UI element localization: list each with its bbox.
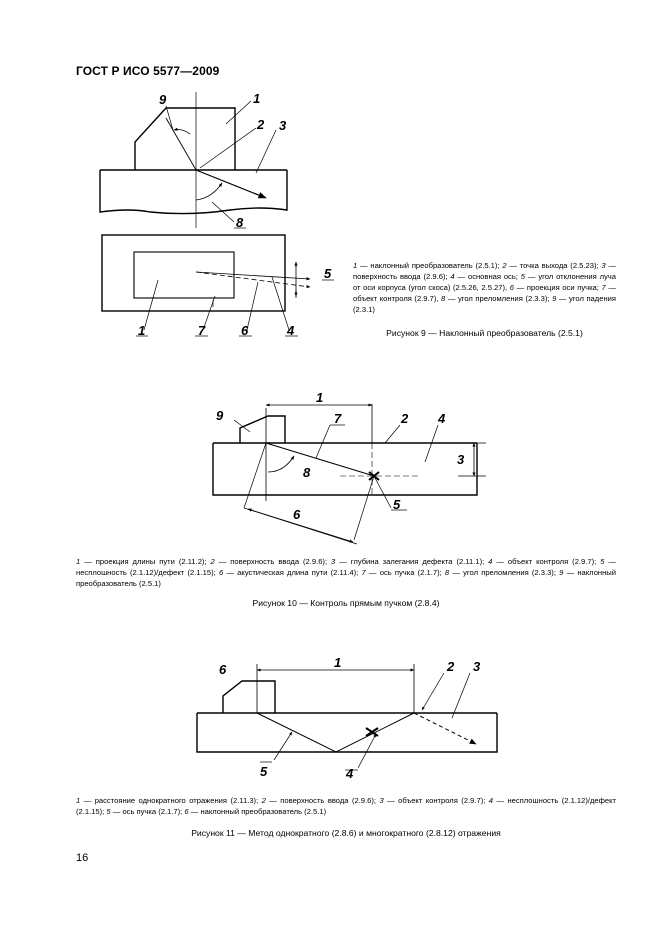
fig9-label-7: 7 bbox=[198, 323, 206, 338]
figure11-caption: Рисунок 11 — Метод однократного (2.8.6) и многократного (2.8.12) отражения bbox=[191, 828, 501, 838]
figure11-drawing bbox=[197, 664, 497, 770]
legend-number: 4 bbox=[450, 272, 455, 281]
fig11-label-5: 5 bbox=[260, 764, 268, 779]
legend-number: 8 bbox=[444, 568, 450, 577]
legend-number: 2 bbox=[261, 796, 266, 805]
legend-number: 3 bbox=[379, 796, 384, 805]
fig11-label-2: 2 bbox=[447, 659, 455, 674]
legend-text: — проекция длины пути (2.11.2); bbox=[80, 557, 211, 566]
legend-number: 9 bbox=[552, 294, 557, 303]
legend-text: — наклонный преобразователь (2.5.1) bbox=[76, 568, 617, 588]
legend-number: 7 bbox=[361, 568, 366, 577]
legend-text: — угол преломления (2.3.3); bbox=[445, 294, 553, 303]
legend-number: 5 bbox=[520, 272, 526, 281]
fig9-label-1b: 1 bbox=[138, 323, 146, 338]
fig10-label-6: 6 bbox=[293, 507, 301, 522]
fig11-label-1: 1 bbox=[334, 655, 342, 670]
figure11-labels bbox=[219, 655, 481, 781]
fig9-label-6: 6 bbox=[241, 323, 249, 338]
legend-number: 8 bbox=[441, 294, 446, 303]
figure9-drawing bbox=[100, 92, 334, 336]
legend-number: 4 bbox=[488, 796, 494, 805]
legend-number: 1 bbox=[76, 557, 81, 566]
fig10-label-3: 3 bbox=[457, 452, 465, 467]
figure11-legend bbox=[76, 795, 616, 817]
legend-text: — объект контроля (2.9.7); bbox=[492, 557, 601, 566]
page-header: ГОСТ Р ИСО 5577—2009 bbox=[76, 64, 220, 78]
legend-number: 5 bbox=[600, 557, 605, 566]
fig11-label-4: 4 bbox=[346, 766, 354, 781]
figure9-caption: Рисунок 9 — Наклонный преобразователь (2.5.1) bbox=[386, 328, 583, 338]
legend-text: — ось пучка (2.1.7); bbox=[110, 807, 185, 816]
fig10-label-1: 1 bbox=[316, 390, 324, 405]
legend-number: 3 bbox=[601, 261, 606, 270]
legend-number: 2 bbox=[502, 261, 507, 270]
legend-text: — угол отклонения луча от оси корпуса (угол скоса) (2.5.26, 2.5.27), bbox=[353, 272, 616, 292]
legend-text: — несплошность (2.1.12)/дефект (2.1.15); bbox=[76, 557, 616, 577]
fig9-label-8: 8 bbox=[236, 215, 244, 230]
legend-number: 7 bbox=[601, 283, 606, 292]
legend-text: — проекция оси пучка; bbox=[514, 283, 602, 292]
page-number: 16 bbox=[76, 852, 89, 864]
legend-text: — глубина залегания дефекта (2.11.1); bbox=[335, 557, 489, 566]
legend-number: 3 bbox=[331, 557, 336, 566]
legend-number: 2 bbox=[210, 557, 215, 566]
legend-text: — наклонный преобразователь (2.5.1) bbox=[188, 807, 327, 816]
legend-text: — акустическая длина пути (2.11.4); bbox=[223, 568, 362, 577]
legend-text: — несплошность (2.1.12)/дефект (2.1.15); bbox=[76, 796, 616, 816]
legend-number: 1 bbox=[76, 796, 81, 805]
legend-number: 4 bbox=[488, 557, 493, 566]
legend-text: — объект контроля (2.9.7); bbox=[383, 796, 489, 805]
fig10-label-8: 8 bbox=[303, 465, 311, 480]
legend-number: 1 bbox=[353, 261, 358, 270]
legend-number: 6 bbox=[184, 807, 189, 816]
fig11-label-3: 3 bbox=[473, 659, 481, 674]
fig9-label-9: 9 bbox=[159, 92, 167, 107]
legend-text: — поверхность ввода (2.9.6); bbox=[214, 557, 332, 566]
legend-text: — объект контроля (2.9.7), bbox=[353, 283, 616, 303]
figure9-legend bbox=[353, 260, 616, 315]
legend-text: — угол падения (2.3.1) bbox=[353, 294, 616, 314]
fig9-label-1: 1 bbox=[253, 91, 261, 106]
legend-text: — поверхность ввода (2.9.6); bbox=[265, 796, 380, 805]
fig9-label-4: 4 bbox=[287, 323, 295, 338]
fig10-label-9: 9 bbox=[216, 408, 224, 423]
fig10-label-7: 7 bbox=[334, 411, 342, 426]
figure10-labels bbox=[216, 390, 465, 522]
legend-text: — основная ось; bbox=[454, 272, 521, 281]
fig9-label-5: 5 bbox=[324, 266, 332, 281]
figure10-legend bbox=[76, 556, 616, 589]
fig9-label-2: 2 bbox=[257, 117, 265, 132]
figure10-caption: Рисунок 10 — Контроль прямым пучком (2.8.4) bbox=[252, 598, 440, 608]
legend-number: 6 bbox=[509, 283, 515, 292]
legend-text: — наклонный преобразователь (2.5.1); bbox=[357, 261, 503, 270]
legend-text: — угол преломления (2.3.3); bbox=[449, 568, 560, 577]
fig10-label-5: 5 bbox=[393, 497, 401, 512]
legend-text: — точка выхода (2.5.23); bbox=[506, 261, 602, 270]
legend-text: — поверхность ввода (2.9.6); bbox=[353, 261, 616, 281]
fig9-label-3: 3 bbox=[279, 118, 287, 133]
fig11-label-6: 6 bbox=[219, 662, 227, 677]
fig10-label-4: 4 bbox=[438, 411, 446, 426]
legend-number: 9 bbox=[559, 568, 564, 577]
legend-number: 5 bbox=[106, 807, 111, 816]
legend-number: 6 bbox=[218, 568, 224, 577]
fig10-label-2: 2 bbox=[401, 411, 409, 426]
legend-text: — расстояние однократного отражения (2.11.3); bbox=[80, 796, 262, 805]
legend-text: — ось пучка (2.1.7); bbox=[365, 568, 445, 577]
